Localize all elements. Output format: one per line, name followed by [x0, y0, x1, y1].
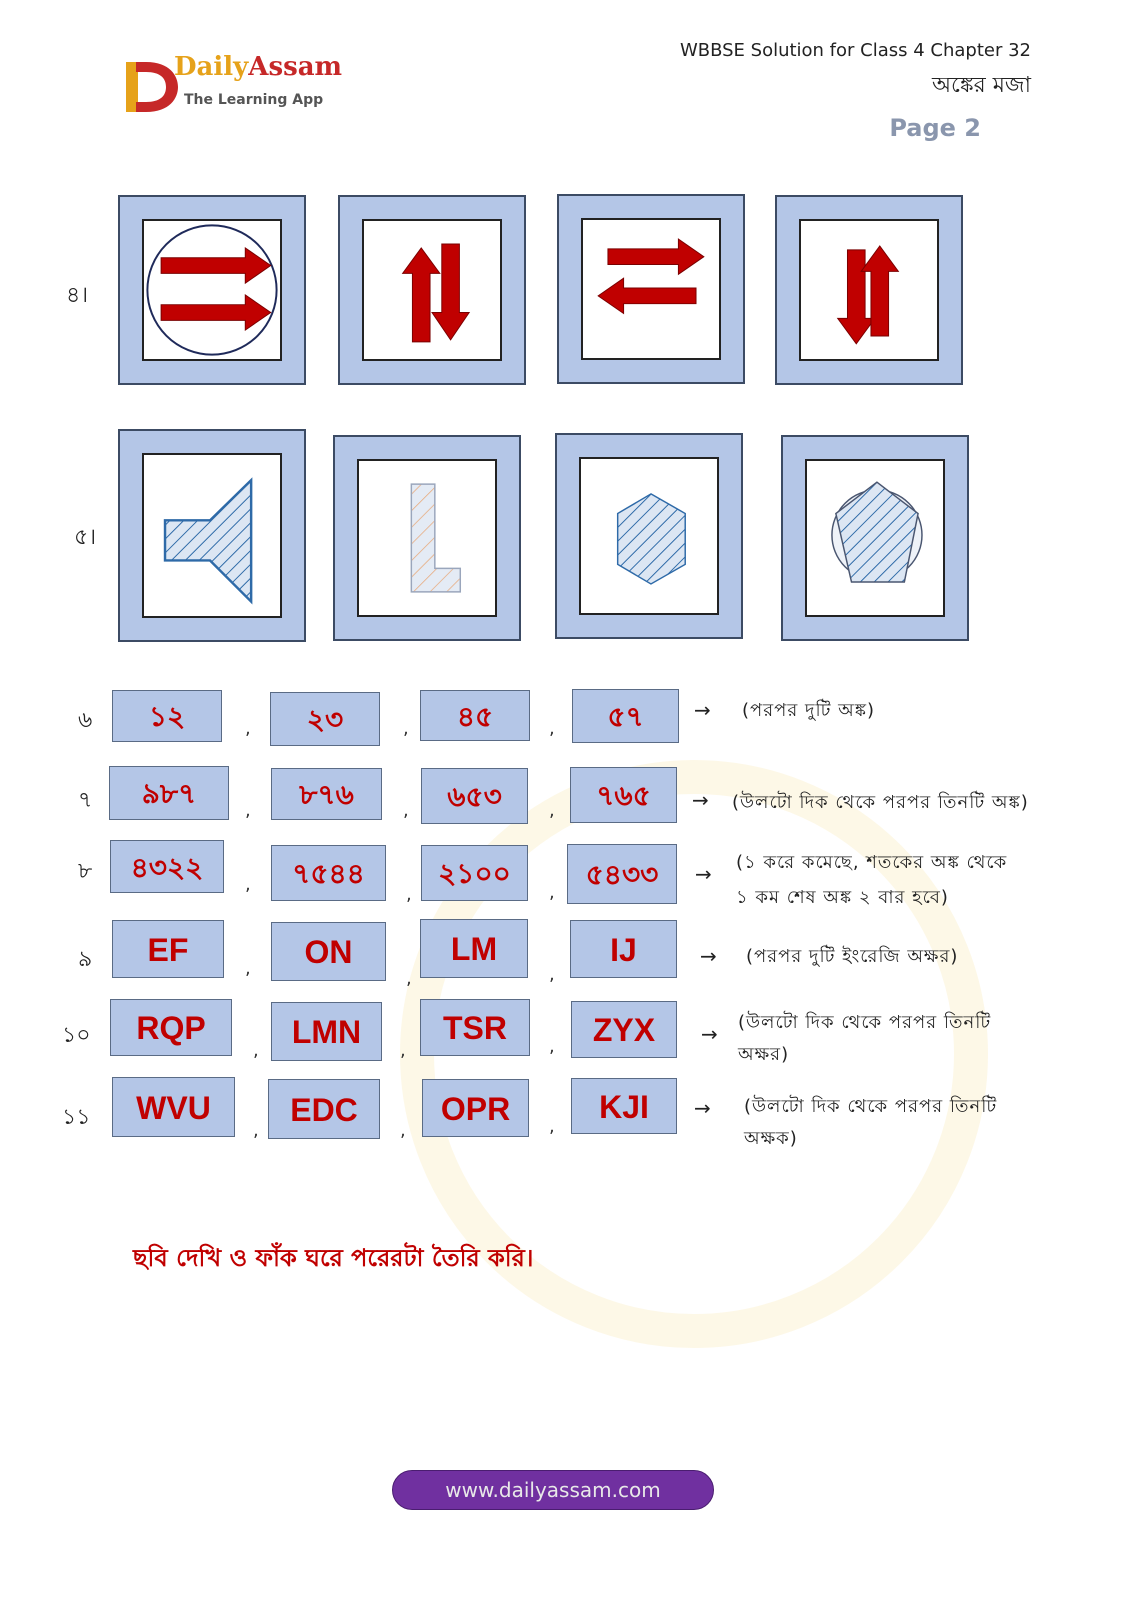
two-right-arrows-in-circle-icon [120, 197, 304, 383]
arrow-icon: → [694, 1096, 711, 1120]
figure-tile [118, 429, 306, 642]
chapter-name: অঙ্কের মজা [931, 73, 1031, 98]
separator-comma: , [400, 1040, 406, 1061]
question-number-9: ৯ [78, 947, 93, 972]
sequence-note-line1: (উলটো দিক থেকে পরপর তিনটি [738, 1012, 992, 1033]
l-shape-icon [335, 437, 519, 639]
daily-assam-logo-icon [122, 58, 182, 116]
sequence-box: EF [112, 920, 224, 978]
sequence-box: ZYX [571, 1001, 677, 1058]
arrow-icon: → [692, 788, 709, 812]
figure-tile [333, 435, 521, 641]
sequence-note: (উলটো দিক থেকে পরপর তিনটি অঙ্ক) [732, 792, 1029, 813]
sequence-box: ৮৭৬ [271, 768, 382, 820]
arrow-icon: → [695, 862, 712, 886]
separator-comma: , [549, 882, 555, 903]
question-number-4: ৪। [66, 283, 89, 308]
sequence-note-line2: ১ কম শেষ অঙ্ক ২ বার হবে) [736, 887, 949, 908]
separator-comma: , [549, 800, 555, 821]
pentagon-in-circle-icon [783, 437, 967, 639]
separator-comma: , [549, 1036, 555, 1057]
sequence-note: (পরপর দুটি অঙ্ক) [742, 700, 875, 721]
sequence-box: ২৩ [270, 692, 380, 746]
separator-comma: , [403, 800, 409, 821]
separator-comma: , [549, 718, 555, 739]
down-up-arrows-icon [777, 197, 961, 383]
sequence-box: WVU [112, 1077, 235, 1137]
sequence-box: ১২ [112, 690, 222, 742]
sequence-box: EDC [268, 1079, 380, 1139]
figure-tile [338, 195, 526, 385]
separator-comma: , [549, 964, 555, 985]
document-title: WBBSE Solution for Class 4 Chapter 32 [679, 40, 1031, 61]
sequence-note-line1: (উলটো দিক থেকে পরপর তিনটি [744, 1096, 998, 1117]
speaker-shape-icon [120, 431, 304, 640]
question-number-5: ৫। [74, 525, 97, 550]
sequence-note-line2: অক্ষক) [744, 1128, 798, 1149]
instruction-heading: ছবি দেখি ও ফাঁক ঘরে পরেরটা তৈরি করি। [133, 1244, 534, 1272]
separator-comma: , [245, 874, 251, 895]
arrow-icon: → [701, 1022, 718, 1046]
sequence-note-line2: অক্ষর) [738, 1044, 790, 1065]
sequence-box: LMN [271, 1002, 382, 1061]
separator-comma: , [406, 968, 412, 989]
page-label: Page 2 [889, 114, 981, 142]
sequence-box: LM [420, 919, 528, 978]
sequence-box: OPR [422, 1079, 529, 1137]
hexagon-icon [557, 435, 741, 637]
arrow-icon: → [694, 698, 711, 722]
up-down-arrows-icon [340, 197, 524, 383]
sequence-box: ৫৪৩৩ [567, 844, 677, 904]
separator-comma: , [403, 718, 409, 739]
question-number-11: ১১ [62, 1105, 91, 1130]
sequence-box: ৪৩২২ [110, 840, 224, 893]
sequence-box: ৫৭ [572, 689, 679, 743]
figure-tile [557, 194, 745, 384]
sequence-box: KJI [571, 1078, 677, 1134]
website-link[interactable]: www.dailyassam.com [392, 1470, 714, 1510]
figure-tile [781, 435, 969, 641]
arrow-icon: → [700, 944, 717, 968]
sequence-box: IJ [570, 920, 677, 978]
sequence-box: ৭৫৪৪ [271, 845, 386, 901]
sequence-note-line1: (১ করে কমেছে, শতকের অঙ্ক থেকে [736, 852, 1008, 873]
sequence-box: ২১০০ [421, 845, 528, 901]
separator-comma: , [245, 800, 251, 821]
separator-comma: , [245, 958, 251, 979]
brand-tagline: The Learning App [184, 92, 324, 108]
sequence-box: ৯৮৭ [109, 766, 229, 820]
sequence-box: ON [271, 922, 386, 981]
sequence-box: ৭৬৫ [570, 767, 677, 823]
sequence-box: ৬৫৩ [421, 768, 528, 824]
figure-tile [118, 195, 306, 385]
sequence-note: (পরপর দুটি ইংরেজি অক্ষর) [746, 946, 959, 967]
separator-comma: , [253, 1040, 259, 1061]
separator-comma: , [549, 1116, 555, 1137]
separator-comma: , [400, 1120, 406, 1141]
question-number-10: ১০ [62, 1023, 91, 1048]
figure-tile [775, 195, 963, 385]
sequence-box: RQP [110, 999, 232, 1056]
question-number-7: ৭ [78, 788, 93, 813]
right-left-arrows-icon [559, 196, 743, 382]
separator-comma: , [245, 718, 251, 739]
figure-tile [555, 433, 743, 639]
sequence-box: ৪৫ [420, 690, 530, 741]
sequence-box: TSR [420, 999, 530, 1056]
question-number-8: ৮ [78, 859, 93, 884]
separator-comma: , [253, 1120, 259, 1141]
brand-name: DailyAssam [174, 52, 343, 82]
separator-comma: , [406, 884, 412, 905]
question-number-6: ৬ [78, 708, 93, 733]
